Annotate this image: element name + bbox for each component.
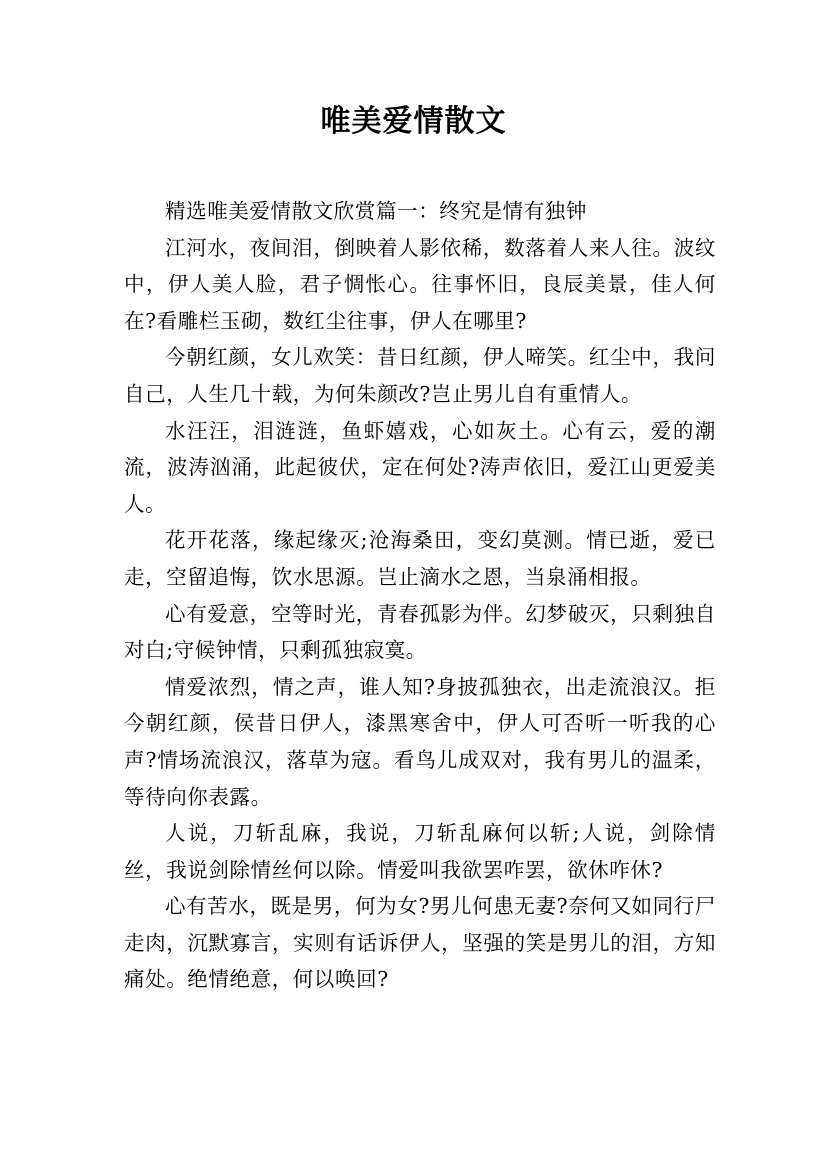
paragraph: 江河水，夜间泪，倒映着人影依稀，数落着人来人往。波纹中，伊人美人脸，君子惆怅心。往事怀旧，良辰美景，佳人何在?看雕栏玉砌，数红尘往事，伊人在哪里? (124, 235, 716, 333)
paragraph: 水汪汪，泪涟涟，鱼虾嬉戏，心如灰土。心有云，爱的潮流，波涛汹涌，此起彼伏，定在何处?涛声依旧，爱江山更爱美人。 (124, 418, 716, 516)
paragraph: 今朝红颜，女儿欢笑：昔日红颜，伊人啼笑。红尘中，我问自己，人生几十载，为何朱颜改?岂止男儿自有重情人。 (124, 345, 716, 406)
paragraph-subtitle: 精选唯美爱情散文欣赏篇一：终究是情有独钟 (165, 199, 587, 223)
paragraph: 人说，刀斩乱麻，我说，刀斩乱麻何以斩;人说，剑除情丝，我说剑除情丝何以除。情爱叫我欲罢咋罢，欲休咋休? (124, 821, 716, 882)
document-body (124, 193, 716, 998)
paragraph: 情爱浓烈，情之声，谁人知?身披孤独衣，出走流浪汉。拒今朝红颜，侯昔日伊人，漆黑寒舍中，伊人可否听一听我的心声?情场流浪汉，落草为寇。看鸟儿成双对，我有男儿的温柔，等待向你表露。 (124, 674, 716, 809)
paragraph: 心有爱意，空等时光，青春孤影为伴。幻梦破灭，只剩独自对白;守候钟情，只剩孤独寂寞。 (124, 601, 716, 663)
paragraph: 花开花落，缘起缘灭;沧海桑田，变幻莫测。情已逝，爱已走，空留追悔，饮水思源。岂止滴水之恩，当泉涌相报。 (124, 528, 716, 589)
document-title: 唯美爱情散文 (320, 104, 507, 139)
paragraph: 心有苦水，既是男，何为女?男儿何患无妻?奈何又如同行尸走肉，沉默寡言，实则有话诉伊人，坚强的笑是男儿的泪，方知痛处。绝情绝意，何以唤回? (124, 894, 716, 992)
